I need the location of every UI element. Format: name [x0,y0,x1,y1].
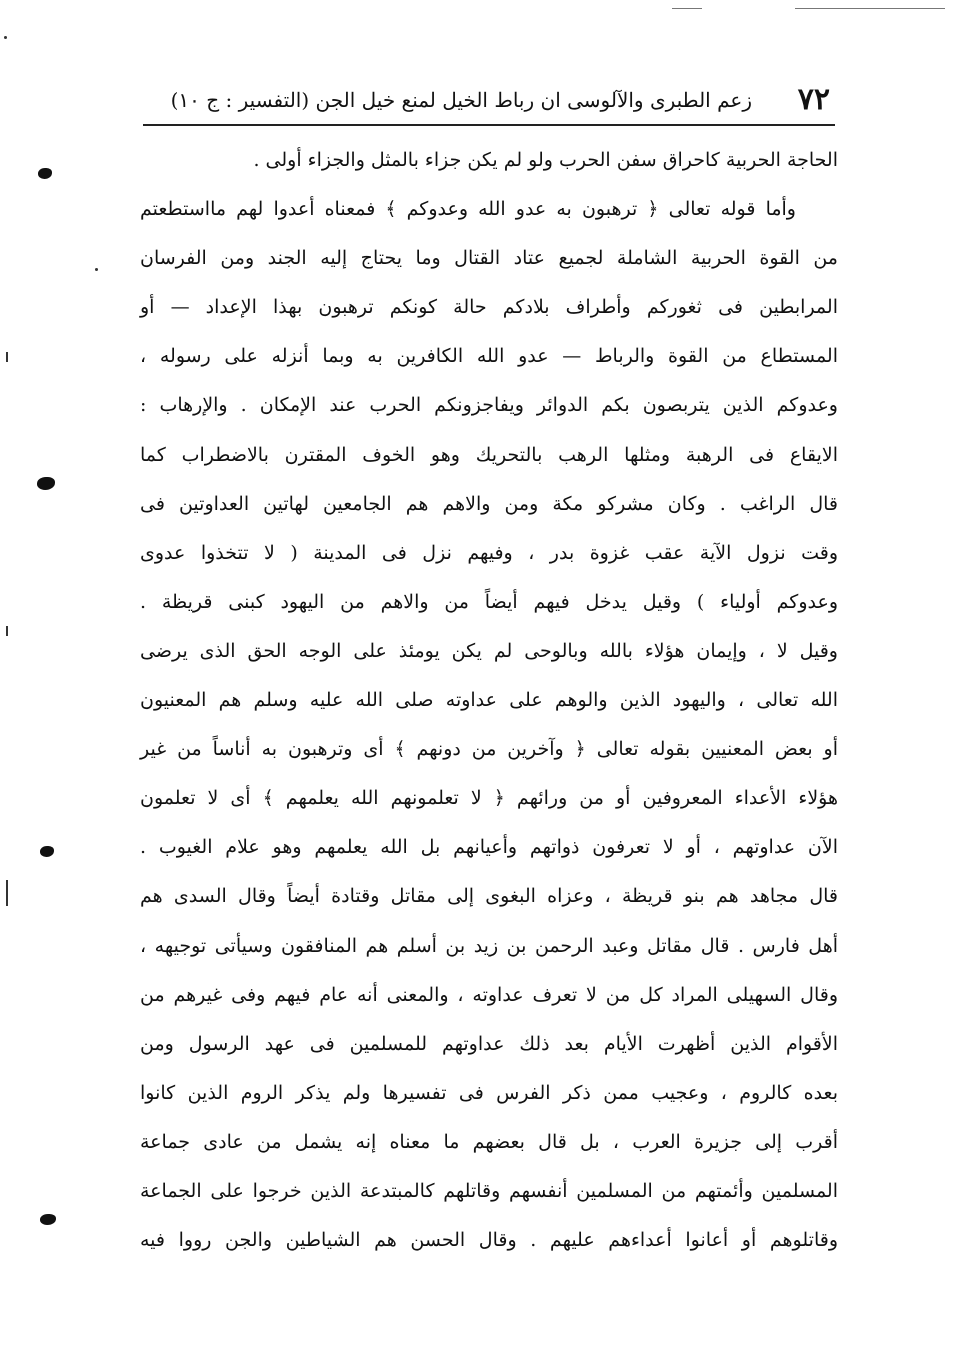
text-line: الأقوام الذين أظهرت الأيام بعد ذلك عداوتهم للمسلمين فى عهد الرسول ومن [140,1032,838,1055]
running-head: زعم الطبرى والآلوسى ان رباط الخيل لمنع خيل الجن (التفسير : ج ١٠) [170,88,752,112]
header-rule [143,124,835,126]
text-line: هؤلاء الأعداء المعروفين أو من ورائهم ﴿ لا تعلمونهم الله يعلمهم ﴾ أى لا تعلمون [140,787,838,810]
text-line: وقت نزول الآية عقب غزوة بدر ، وفيهم نزل فى المدينة ( لا تتخذوا عدوى [140,541,838,564]
text-line: قال الراغب . وكان مشركو مكة ومن والاهم هم الجامعين لهاتين العداوتين فى [140,492,838,515]
text-line: قال مجاهد هم بنو قريظة ، وعزاه البغوى إلى مقاتل وقتادة أيضاً وقال السدى هم [140,885,838,908]
text-line: بعده كالروم ، وعجيب ممن ذكر الفرس فى تفسيرها ولم يذكر الروم الذين كانوا [140,1081,838,1104]
text-line: المرابطين فى ثغوركم وأطراف بلادكم حالة كونكم ترهبون بهذا الإعداد — أو [140,296,838,319]
margin-line [6,880,8,906]
margin-blot [40,846,54,857]
margin-blot [37,477,55,490]
text-line: وأما قوله تعالى ﴿ ترهبون به عدو الله وعدوكم ﴾ فمعناه أعدوا لهم مااستطعتم [140,198,796,221]
text-line: وقيل لا ، وإيمان هؤلاء بالله وبالوحى لم يكن يومئذ على الوجه الحق الذى يرضى [140,639,838,662]
page-header [140,78,830,122]
text-line: الايقاع فى الرهبة ومثلها الرهب بالتحريك وهو الخوف المقترن بالاضطراب كما [140,443,838,466]
text-line: من القوة الحربية الشاملة لجميع عتاد القتال وما يحتاج إليه الجند ومن الفرسان [140,247,838,270]
text-line: الحاجة الحربية كاحراق سفن الحرب ولو لم يكن جزاء بالمثل والجزاء أولى . [253,149,838,171]
margin-speck [4,36,7,39]
text-line: وعدوكم أولياء ) وقيل يدخل فيهم أيضاً من والاهم من اليهود كبنى قريظة . [140,590,839,613]
top-edge-rule [795,8,945,9]
text-line: أقرب إلى جزيرة العرب ، بل قال بعضهم ما معناه إنه يشمل من عادى جماعة [140,1130,838,1153]
text-line: الله تعالى ، واليهود الذين والوهم على عداوته صلى الله عليه وسلم هم المعنيون [140,689,838,712]
body-text [140,136,838,1265]
text-line: وعدوكم الذين يتربصون بكم الدوائر ويفاجزونكم الحرب عند الإمكان . والإرهاب : [140,394,838,417]
margin-blot [38,168,52,179]
text-line: أو بعض المعنيين بقوله تعالى ﴿ وآخرين من دونهم ﴾ أى وترهبون به أناساً من غير [140,738,838,761]
margin-line [6,626,8,636]
text-line: وقاتلوهم أو أعانوا أعداءهم عليهم . وقال الحسن هم الشياطين والجن رووا فيه [140,1229,838,1252]
margin-line [6,352,8,362]
text-line: المستطاع من القوة والرباط — عدو الله الكافرين به وبما أنزله على رسوله ، [140,345,838,368]
text-line: الآن عداوتهم ، أو لا تعرفون ذواتهم وأعيانهم بل الله يعلمهم وهو علام الغيوب . [140,836,838,859]
text-line: المسلمين وأئمتهم من المسلمين أنفسهم وقاتلهم كالمبتدعة الذين خرجوا على الجماعة [140,1179,838,1202]
page-number: ٧٢ [797,82,830,117]
margin-blot [40,1214,56,1225]
text-line: أهل فارس . قال مقاتل وعبد الرحمن بن زيد بن أسلم هم المنافقون وسيأتى توجيهه ، [140,934,838,957]
top-edge-rule [672,8,702,9]
text-line: وقال السهيلى المراد كل من لا تعرف عداوته ، والمعنى أنه عام فيهم وفى غيرهم من [140,983,838,1006]
margin-speck [95,268,98,271]
